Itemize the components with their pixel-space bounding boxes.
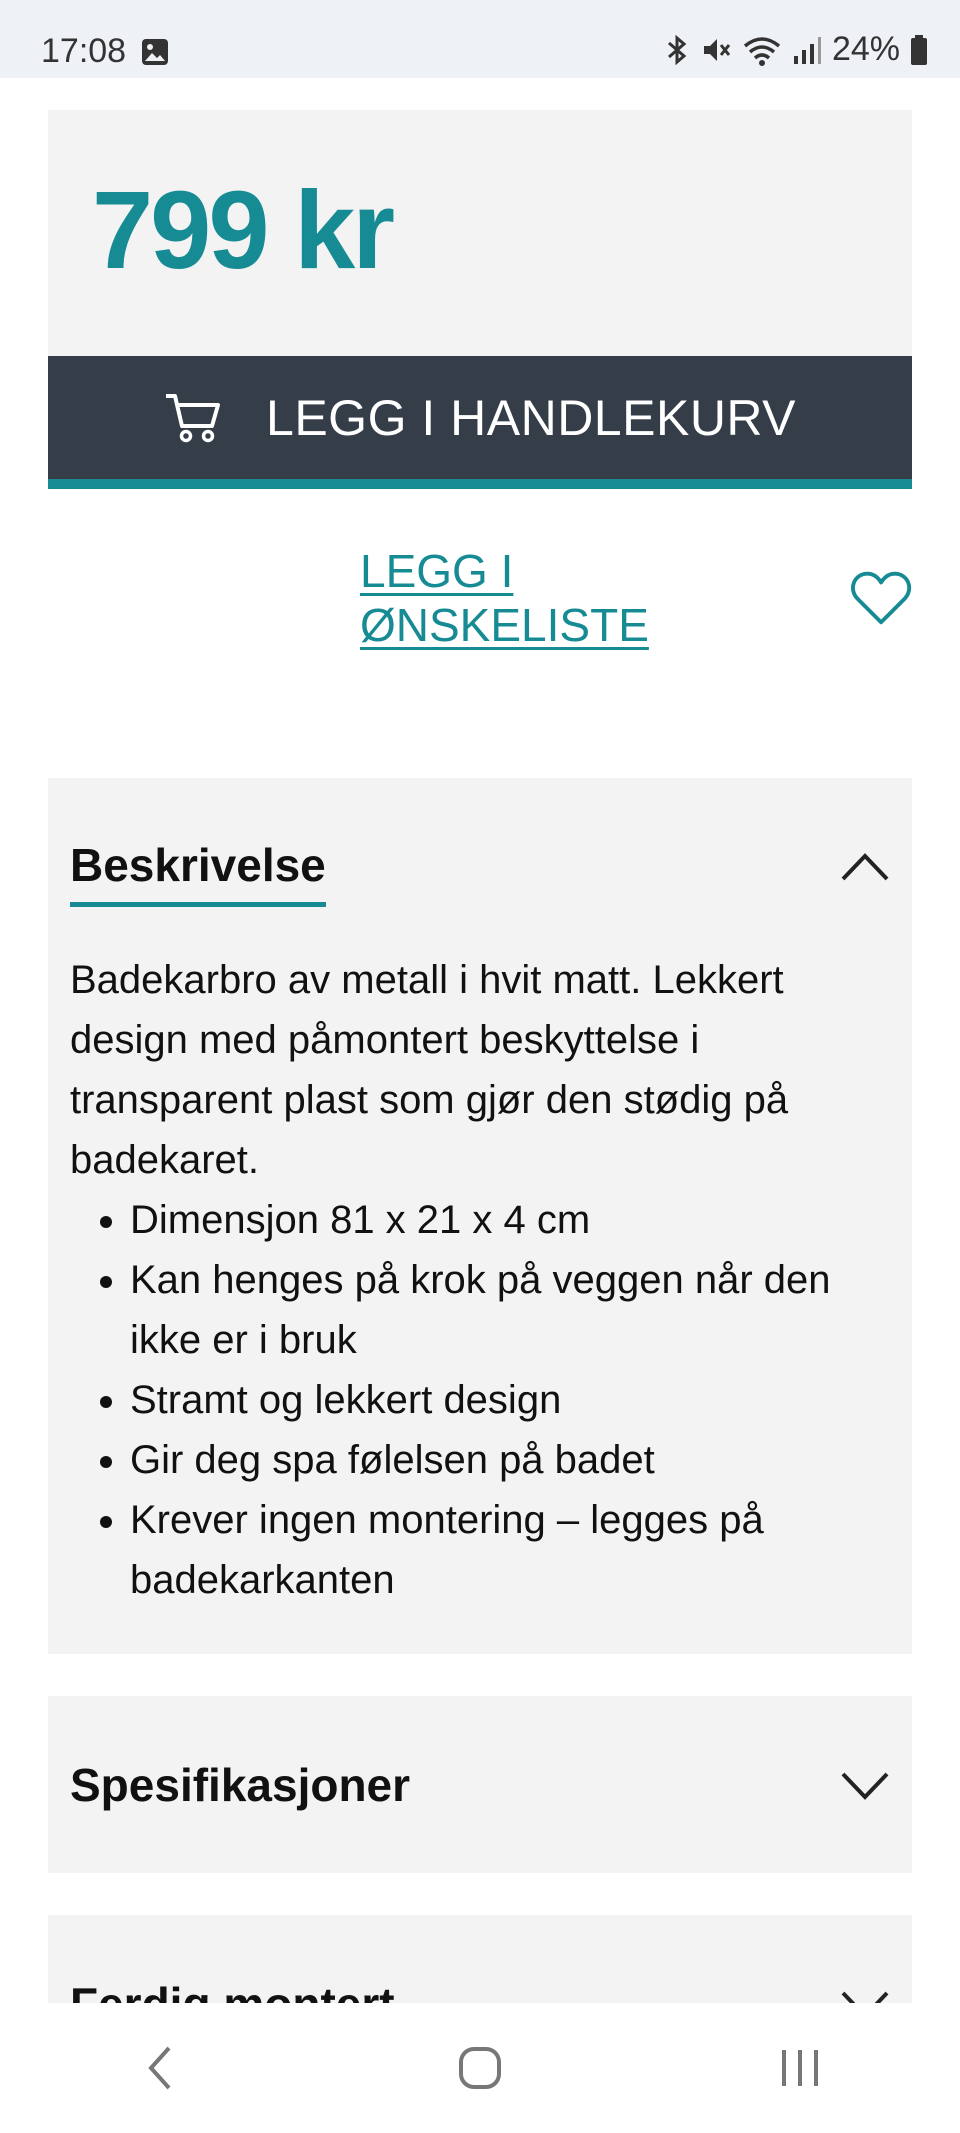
specifications-title: Spesifikasjoner xyxy=(70,1758,411,1811)
wishlist-label[interactable]: LEGG I ØNSKELISTE xyxy=(360,545,649,651)
home-button[interactable] xyxy=(420,2023,540,2113)
chevron-down-icon[interactable] xyxy=(840,1769,890,1801)
cart-icon xyxy=(164,392,222,444)
description-title: Beskrivelse xyxy=(70,838,326,907)
add-to-wishlist-link[interactable] xyxy=(360,545,912,651)
recents-icon[interactable] xyxy=(778,2046,822,2090)
wifi-icon xyxy=(742,34,782,66)
status-time: 17:08 xyxy=(41,32,127,70)
chevron-up-icon[interactable] xyxy=(840,851,890,883)
mute-icon xyxy=(700,34,732,66)
list-item: • Gir deg spa følelsen på badet xyxy=(130,1430,870,1490)
price-card xyxy=(48,110,912,356)
recents-button[interactable] xyxy=(740,2023,860,2113)
heart-icon[interactable] xyxy=(850,569,912,627)
signal-icon xyxy=(792,34,822,66)
bluetooth-icon xyxy=(664,34,690,66)
description-bullets xyxy=(70,1190,870,1610)
back-button[interactable] xyxy=(100,2023,220,2113)
specifications-header[interactable] xyxy=(70,1696,890,1873)
gallery-icon xyxy=(141,38,169,66)
home-icon[interactable] xyxy=(458,2046,502,2090)
add-to-cart-button[interactable] xyxy=(48,356,912,489)
list-item: • Kan henges på krok på veggen når den ikke er i bruk xyxy=(130,1250,870,1370)
add-to-cart-label: LEGG I HANDLEKURV xyxy=(266,389,796,446)
list-item: • Krever ingen montering – legges på badekarkanten xyxy=(130,1490,870,1610)
product-price: 799 kr xyxy=(92,169,393,292)
specifications-accordion xyxy=(48,1696,912,1873)
list-item: • Stramt og lekkert design xyxy=(130,1370,870,1430)
battery-percent: 24% xyxy=(831,30,900,68)
description-accordion xyxy=(48,778,912,1654)
battery-icon xyxy=(910,34,928,66)
navigation-bar xyxy=(0,2003,960,2133)
back-icon[interactable] xyxy=(145,2044,175,2092)
status-icons xyxy=(664,30,928,69)
description-intro: Badekarbro av metall i hvit matt. Lekkert design med påmontert beskyttelse i transparent plast som gjør den stødig på badekaret. xyxy=(70,958,789,1182)
status-bar xyxy=(0,0,960,78)
description-body xyxy=(70,950,870,1610)
list-item: • Dimensjon 81 x 21 x 4 cm xyxy=(130,1190,870,1250)
description-header[interactable] xyxy=(70,778,890,955)
